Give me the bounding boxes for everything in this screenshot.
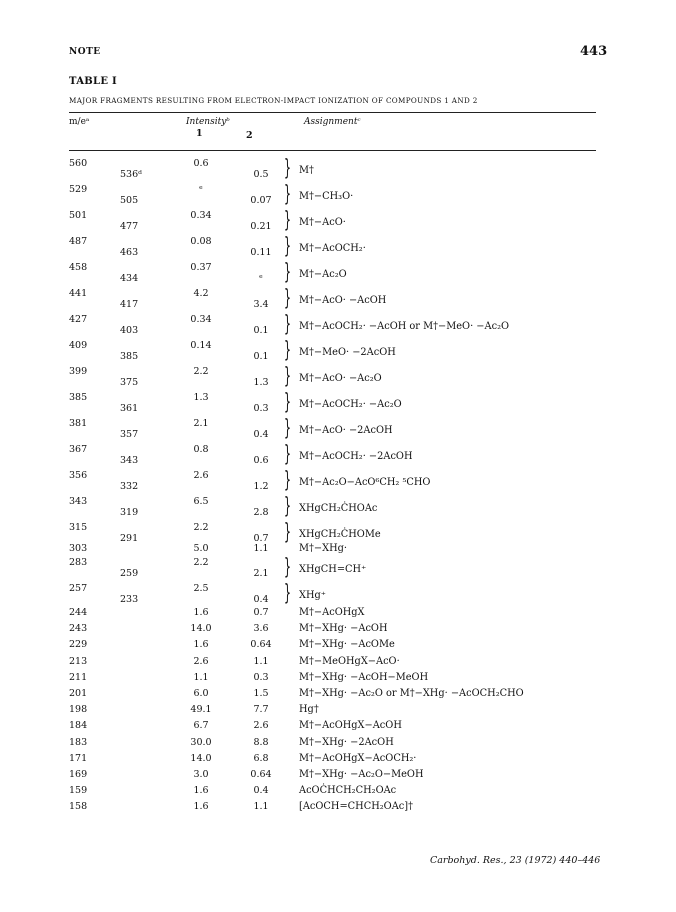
assignment: XHgCH₂ĊHOAc	[299, 503, 378, 514]
mz-value: 213	[69, 655, 88, 667]
assignment: M†−AcOCH₂· −Ac₂O	[299, 399, 402, 410]
intensity-compound-1: 1.1	[193, 671, 209, 683]
intensity-compound-1: 6.5	[193, 496, 209, 507]
intensity-compound-1: 2.6	[193, 470, 209, 481]
assignment: XHgCH=CH⁺	[299, 564, 367, 575]
intensity-compound-1: 1.3	[193, 392, 209, 403]
brace-glyph: }	[284, 442, 291, 467]
brace-glyph: }	[284, 338, 291, 363]
assignment: M†−Ac₂O	[299, 269, 347, 280]
intensity-compound-2: 3.4	[253, 299, 269, 310]
table-row	[0, 623, 676, 638]
assignment: M†−AcO· −2AcOH	[299, 425, 393, 436]
table-row	[0, 583, 676, 607]
assignment: M†−CH₃O·	[299, 191, 354, 202]
mz-compound-1: 560	[69, 158, 88, 169]
intensity-compound-2: 2.1	[253, 568, 269, 579]
intensity-compound-1: 1.6	[193, 801, 209, 813]
assignment: M†−AcOHgX−AcOH	[299, 720, 402, 732]
mz-compound-1: 343	[69, 496, 88, 507]
mz-compound-1: 367	[69, 444, 88, 455]
table-row	[0, 210, 676, 234]
intensity-compound-1: 2.6	[193, 655, 209, 667]
brace-glyph: }	[284, 520, 291, 545]
intensity-compound-1: 49.1	[190, 704, 212, 716]
intensity-compound-1: 1.6	[193, 785, 209, 797]
intensity-compound-2: 2.8	[253, 507, 269, 518]
assignment: M†−AcO· −Ac₂O	[299, 373, 382, 384]
table-row	[0, 753, 676, 768]
intensity-compound-1: 3.0	[193, 769, 209, 780]
intensity-compound-2: 0.1	[253, 325, 269, 336]
mz-compound-1: 529	[69, 184, 88, 195]
assignment: M†−Ac₂O−AcO⁶CH₂ ⁵CHO	[299, 477, 431, 488]
mz-compound-2: 319	[120, 507, 139, 518]
intensity-compound-2: 3.6	[253, 623, 269, 635]
assignment: M†−MeO· −2AcOH	[299, 347, 396, 358]
intensity-compound-1: 0.34	[190, 314, 212, 325]
intensity-compound-1: 0.08	[190, 236, 212, 247]
mz-value: 229	[69, 639, 88, 651]
intensity-compound-2: 0.64	[250, 769, 272, 780]
mz-compound-1: 385	[69, 392, 88, 403]
column-header-mz: m/eᵃ	[69, 117, 90, 127]
assignment: XHg⁺	[299, 590, 326, 601]
assignment: AcOĊHCH₂CH₂OAc	[299, 785, 397, 797]
assignment: M†−XHg· −2AcOH	[299, 736, 394, 748]
intensity-compound-2: 8.8	[253, 736, 269, 748]
table-title: TABLE I	[69, 76, 118, 87]
table-row	[0, 184, 676, 208]
mz-value: 243	[69, 623, 88, 635]
mz-compound-2: 536ᵈ	[120, 169, 142, 180]
table-row	[0, 496, 676, 520]
brace-glyph: }	[284, 234, 291, 259]
table-row	[0, 366, 676, 390]
table-row	[0, 557, 676, 581]
column-header-compound-2: 2	[246, 130, 253, 141]
mz-compound-2: 385	[120, 351, 139, 362]
mz-compound-1: 458	[69, 262, 88, 273]
intensity-compound-2: 0.21	[250, 221, 272, 232]
mz-compound-1: 427	[69, 314, 88, 325]
intensity-compound-2: 7.7	[253, 704, 269, 716]
mz-value: 201	[69, 688, 88, 699]
assignment: M†−AcOCH₂· −2AcOH	[299, 451, 413, 462]
intensity-compound-2: 1.1	[253, 655, 269, 667]
assignment: M†−XHg· −AcOH−MeOH	[299, 671, 429, 683]
table-row	[0, 785, 676, 800]
table-row	[0, 688, 676, 703]
brace-glyph: }	[284, 208, 291, 233]
assignment: M†−XHg· −AcOH	[299, 623, 388, 635]
mz-value: 303	[69, 543, 88, 554]
assignment: M†−AcOHgX−AcOCH₂·	[299, 752, 417, 764]
intensity-compound-1: 5.0	[193, 543, 209, 554]
table-row	[0, 639, 676, 654]
table-row	[0, 704, 676, 719]
table-row	[0, 236, 676, 260]
mz-compound-1: 381	[69, 418, 88, 429]
table-header-rule	[69, 150, 596, 151]
intensity-compound-1: 1.6	[193, 607, 209, 618]
assignment: M†−MeOHgX−AcO·	[299, 655, 400, 667]
intensity-compound-2: 1.3	[253, 377, 269, 388]
mz-compound-2: 259	[120, 568, 139, 579]
mz-value: 244	[69, 607, 88, 618]
intensity-compound-2: 0.07	[250, 195, 272, 206]
intensity-compound-1: 2.2	[193, 522, 209, 533]
mz-compound-2: 434	[120, 273, 139, 284]
assignment: M†−AcOCH₂·	[299, 243, 366, 254]
brace-glyph: }	[284, 364, 291, 389]
table-row	[0, 672, 676, 687]
table-row	[0, 801, 676, 816]
table-row	[0, 288, 676, 312]
intensity-compound-2: 0.7	[253, 533, 269, 544]
table-row	[0, 470, 676, 494]
table-row	[0, 340, 676, 364]
intensity-compound-1: 0.8	[193, 444, 209, 455]
intensity-compound-1: 2.1	[193, 418, 209, 429]
table-row	[0, 444, 676, 468]
intensity-compound-2: 0.4	[253, 594, 269, 605]
mz-compound-1: 409	[69, 340, 88, 351]
assignment: M†−XHg·	[299, 543, 348, 554]
intensity-compound-2: 1.5	[253, 688, 269, 699]
assignment: XHgCH₂ĊHOMe	[299, 529, 381, 540]
mz-compound-2: 332	[120, 481, 139, 492]
mz-value: 183	[69, 736, 88, 748]
brace-glyph: }	[284, 581, 291, 606]
mz-compound-2: 357	[120, 429, 139, 440]
intensity-compound-2: 0.3	[253, 403, 269, 414]
intensity-compound-2: 0.6	[253, 455, 269, 466]
brace-glyph: }	[284, 468, 291, 493]
table-row	[0, 418, 676, 442]
intensity-compound-2: 0.64	[250, 639, 272, 651]
mz-value: 198	[69, 704, 88, 716]
brace-glyph: }	[284, 416, 291, 441]
intensity-compound-1: 4.2	[193, 288, 209, 299]
intensity-compound-2: 0.4	[253, 429, 269, 440]
mz-compound-1: 399	[69, 366, 88, 377]
mz-compound-2: 463	[120, 247, 139, 258]
table-row	[0, 543, 676, 558]
brace-glyph: }	[284, 494, 291, 519]
mz-value: 184	[69, 720, 88, 732]
intensity-compound-2: ᵉ	[259, 273, 263, 284]
assignment: M†−XHg· −AcOMe	[299, 639, 395, 651]
assignment: M†−AcOHgX	[299, 607, 365, 618]
intensity-compound-1: 2.2	[193, 366, 209, 377]
journal-citation: Carbohyd. Res., 23 (1972) 440–446	[430, 855, 601, 866]
mz-compound-1: 283	[69, 557, 88, 568]
mz-compound-1: 441	[69, 288, 88, 299]
mz-value: 169	[69, 769, 88, 780]
mz-compound-2: 477	[120, 221, 139, 232]
brace-glyph: }	[284, 156, 291, 181]
column-header-compound-1: 1	[196, 128, 203, 139]
brace-glyph: }	[284, 260, 291, 285]
intensity-compound-1: 0.6	[193, 158, 209, 169]
intensity-compound-1: 30.0	[190, 736, 212, 748]
table-row	[0, 392, 676, 416]
table-row	[0, 769, 676, 784]
table-row	[0, 656, 676, 671]
brace-glyph: }	[284, 182, 291, 207]
mz-compound-2: 417	[120, 299, 139, 310]
mz-compound-2: 375	[120, 377, 139, 388]
intensity-compound-1: 2.5	[193, 583, 209, 594]
mz-compound-1: 501	[69, 210, 88, 221]
intensity-compound-2: 0.5	[253, 169, 269, 180]
intensity-compound-2: 1.2	[253, 481, 269, 492]
mz-value: 158	[69, 801, 88, 813]
mz-compound-2: 343	[120, 455, 139, 466]
assignment: M†	[299, 165, 314, 176]
intensity-compound-1: 6.7	[193, 720, 209, 732]
mz-compound-2: 291	[120, 533, 139, 544]
assignment: M†−AcO· −AcOH	[299, 295, 387, 306]
table-row	[0, 607, 676, 622]
assignment: Hg†	[299, 704, 319, 716]
intensity-compound-2: 0.11	[250, 247, 272, 258]
assignment: M†−XHg· −Ac₂O or M†−XHg· −AcOCH₂CHO	[299, 688, 524, 699]
mz-compound-1: 487	[69, 236, 88, 247]
brace-glyph: }	[284, 312, 291, 337]
intensity-compound-1: 0.37	[190, 262, 212, 273]
table-row	[0, 720, 676, 735]
intensity-compound-2: 1.1	[253, 543, 269, 554]
table-row	[0, 262, 676, 286]
mz-compound-2: 233	[120, 594, 139, 605]
assignment: [AcOCH=CHCH₂OAc]†	[299, 801, 413, 813]
assignment: M†−AcOCH₂· −AcOH or M†−MeO· −Ac₂O	[299, 321, 510, 332]
intensity-compound-2: 1.1	[253, 801, 269, 813]
mz-compound-1: 315	[69, 522, 88, 533]
assignment: M†−XHg· −Ac₂O−MeOH	[299, 769, 424, 780]
column-header-intensity: Intensityᵇ	[186, 117, 230, 127]
intensity-compound-1: 0.34	[190, 210, 212, 221]
assignment: M†−AcO·	[299, 217, 346, 228]
mz-compound-2: 361	[120, 403, 139, 414]
intensity-compound-2: 6.8	[253, 752, 269, 764]
intensity-compound-2: 2.6	[253, 720, 269, 732]
intensity-compound-2: 0.4	[253, 785, 269, 797]
intensity-compound-1: 14.0	[190, 752, 212, 764]
intensity-compound-2: 0.3	[253, 671, 269, 683]
table-caption: MAJOR FRAGMENTS RESULTING FROM ELECTRON-IMPACT IONIZATION OF COMPOUNDS 1 AND 2	[69, 96, 478, 105]
intensity-compound-1: ᵉ	[199, 184, 203, 195]
intensity-compound-1: 2.2	[193, 557, 209, 568]
intensity-compound-1: 6.0	[193, 688, 209, 699]
intensity-compound-1: 0.14	[190, 340, 212, 351]
table-row	[0, 314, 676, 338]
brace-glyph: }	[284, 390, 291, 415]
intensity-compound-2: 0.7	[253, 607, 269, 618]
intensity-compound-2: 0.1	[253, 351, 269, 362]
intensity-compound-1: 14.0	[190, 623, 212, 635]
mz-compound-1: 356	[69, 470, 88, 481]
brace-glyph: }	[284, 286, 291, 311]
mz-compound-2: 505	[120, 195, 139, 206]
running-header: NOTE	[69, 47, 101, 57]
mz-value: 171	[69, 752, 88, 764]
table-top-rule	[69, 112, 596, 113]
mz-value: 211	[69, 671, 88, 683]
table-row	[0, 158, 676, 182]
table-row	[0, 737, 676, 752]
mz-compound-1: 257	[69, 583, 88, 594]
brace-glyph: }	[284, 555, 291, 580]
column-header-assignment: Assignmentᶜ	[304, 117, 361, 127]
mz-value: 159	[69, 785, 88, 797]
page-number: 443	[580, 44, 608, 59]
mz-compound-2: 403	[120, 325, 139, 336]
intensity-compound-1: 1.6	[193, 639, 209, 651]
